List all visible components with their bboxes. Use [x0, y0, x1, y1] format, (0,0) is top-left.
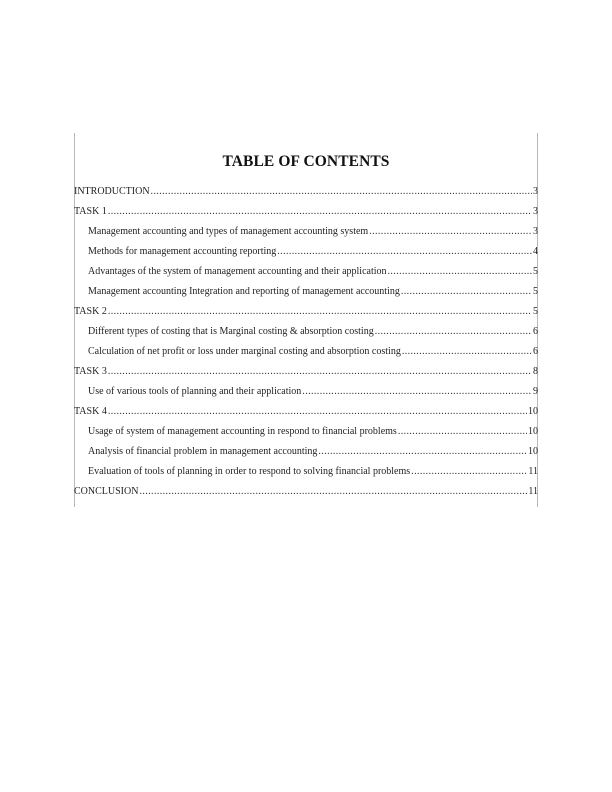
toc-title: TABLE OF CONTENTS: [222, 153, 390, 170]
dot-leader: [108, 302, 532, 322]
toc-entry-page: 5: [533, 266, 538, 277]
toc-entry-page: 3: [533, 186, 538, 197]
toc-entry-management-accounting-types[interactable]: [74, 222, 538, 242]
toc-entry-page: 10: [528, 406, 538, 417]
table-of-contents: [74, 133, 538, 507]
toc-entry-page: 4: [533, 246, 538, 257]
toc-entry-label: Methods for management accounting reporting: [88, 246, 277, 257]
dot-leader: [388, 262, 532, 282]
toc-entry-integration-reporting[interactable]: [74, 282, 538, 302]
toc-entry-label: Evaluation of tools of planning in order to respond to solving financial problems: [88, 466, 411, 477]
toc-entry-conclusion[interactable]: [74, 482, 538, 502]
toc-entry-planning-tools-evaluation[interactable]: [74, 462, 538, 482]
toc-entry-page: 3: [533, 226, 538, 237]
toc-entry-task-1[interactable]: [74, 202, 538, 222]
dot-leader: [369, 222, 532, 242]
dot-leader: [411, 462, 527, 482]
toc-entry-financial-problems-usage[interactable]: [74, 422, 538, 442]
toc-entry-costing-types[interactable]: [74, 322, 538, 342]
toc-entry-label: Different types of costing that is Marginal costing & absorption costing: [88, 326, 374, 337]
toc-entry-label: Management accounting and types of management accounting system: [88, 226, 369, 237]
toc-entry-label: TASK 1: [74, 206, 107, 217]
toc-entry-page: 10: [528, 446, 538, 457]
toc-entry-label: Management accounting Integration and reporting of management accounting: [88, 286, 400, 297]
toc-entry-net-profit-calculation[interactable]: [74, 342, 538, 362]
toc-entry-page: 5: [533, 306, 538, 317]
toc-entry-page: 3: [533, 206, 538, 217]
toc-entry-label: TASK 4: [74, 406, 107, 417]
toc-entry-label: Calculation of net profit or loss under marginal costing and absorption costing: [88, 346, 401, 357]
toc-entry-page: 5: [533, 286, 538, 297]
toc-entry-label: Analysis of financial problem in management accounting: [88, 446, 318, 457]
dot-leader: [277, 242, 532, 262]
dot-leader: [108, 202, 532, 222]
toc-entry-label: TASK 3: [74, 366, 107, 377]
dot-leader: [318, 442, 527, 462]
toc-entry-introduction[interactable]: [74, 182, 538, 202]
toc-entry-page: 6: [533, 346, 538, 357]
toc-entry-label: TASK 2: [74, 306, 107, 317]
toc-entry-task-4[interactable]: [74, 402, 538, 422]
dot-leader: [151, 182, 532, 202]
toc-entry-page: 8: [533, 366, 538, 377]
dot-leader: [398, 422, 527, 442]
toc-entry-label: Usage of system of management accounting in respond to financial problems: [88, 426, 397, 437]
toc-entry-reporting-methods[interactable]: [74, 242, 538, 262]
toc-entry-task-3[interactable]: [74, 362, 538, 382]
toc-entry-label: Advantages of the system of management accounting and their application: [88, 266, 387, 277]
dot-leader: [139, 482, 527, 502]
toc-entry-page: 6: [533, 326, 538, 337]
dot-leader: [108, 362, 532, 382]
toc-entry-label: Use of various tools of planning and their application: [88, 386, 302, 397]
dot-leader: [108, 402, 527, 422]
toc-entry-task-2[interactable]: [74, 302, 538, 322]
toc-entry-label: CONCLUSION: [74, 486, 139, 497]
toc-entry-financial-problem-analysis[interactable]: [74, 442, 538, 462]
toc-entry-advantages[interactable]: [74, 262, 538, 282]
dot-leader: [375, 322, 532, 342]
toc-entry-page: 9: [533, 386, 538, 397]
dot-leader: [402, 342, 532, 362]
toc-entry-page: 11: [528, 486, 538, 497]
toc-entry-page: 10: [528, 426, 538, 437]
dot-leader: [401, 282, 532, 302]
toc-entry-page: 11: [528, 466, 538, 477]
toc-entry-label: INTRODUCTION: [74, 186, 150, 197]
toc-entry-planning-tools[interactable]: [74, 382, 538, 402]
toc-list: [74, 182, 538, 502]
dot-leader: [302, 382, 532, 402]
